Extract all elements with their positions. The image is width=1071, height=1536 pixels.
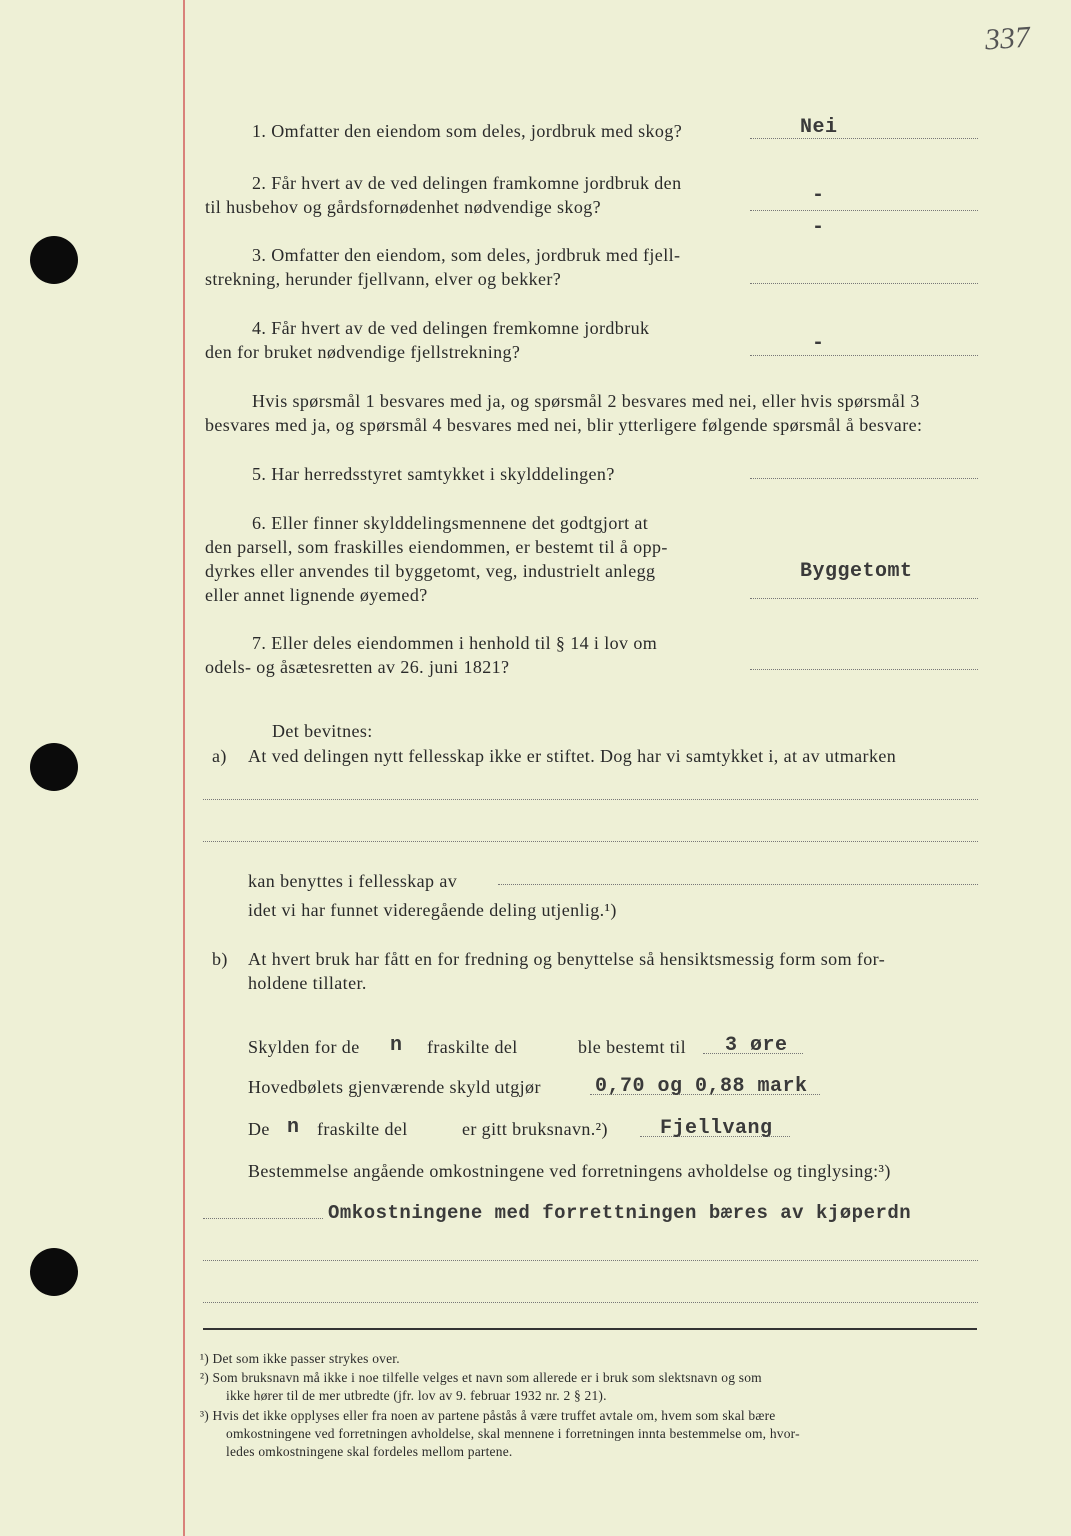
question-4-line-2: den for bruket nødvendige fjellstrekning?: [205, 342, 521, 362]
question-1: 1. Omfatter den eiendom som deles, jordbruk med skog?: [252, 121, 683, 141]
fill-line: [498, 884, 978, 885]
footnote-2-line-2: ikke hører til de mer utbredte (jfr. lov av 9. februar 1932 nr. 2 § 21).: [226, 1388, 607, 1403]
fill-line: [203, 1260, 978, 1261]
footnote-3-line-3: ledes omkostningene skal fordeles mellom partene.: [226, 1444, 513, 1459]
question-3-line-2: strekning, herunder fjellvann, elver og bekker?: [205, 269, 562, 289]
answer-line: [750, 138, 978, 139]
skyld-answer-2: 0,70 og 0,88 mark: [595, 1075, 808, 1098]
skyld-answer-1: 3 øre: [725, 1034, 788, 1057]
skyld-text-a: Skylden for de: [248, 1037, 360, 1057]
fill-line: [203, 1302, 978, 1303]
skyld-text-c: ble bestemt til: [578, 1037, 686, 1057]
punch-hole: [30, 743, 78, 791]
answer-2: -: [812, 184, 825, 207]
answer-line: [750, 210, 978, 211]
question-6-line-2: den parsell, som fraskilles eiendommen, er bestemt til å opp-: [205, 537, 668, 557]
answer-4: -: [812, 332, 825, 355]
attest-b-line-2: holdene tillater.: [248, 973, 367, 993]
answer-line: [750, 478, 978, 479]
punch-hole: [30, 1248, 78, 1296]
fill-line: [203, 799, 978, 800]
condition-line-2: besvares med ja, og spørsmål 4 besvares med nei, blir ytterligere følgende spørsmål å besvare:: [205, 415, 923, 435]
attest-a-label: a): [212, 746, 227, 766]
skyld-line-3-c: er gitt bruksnavn.²): [462, 1119, 608, 1139]
question-7-line-2: odels- og åsætesretten av 26. juni 1821?: [205, 657, 510, 677]
skyld-answer-4: Omkostningene med forrettningen bæres av kjøperdn: [328, 1202, 912, 1224]
footnote-1: ¹) Det som ikke passer strykes over.: [200, 1351, 400, 1366]
answer-line: [750, 669, 978, 670]
answer-6: Byggetomt: [800, 560, 913, 583]
skyld-text-b: fraskilte del: [427, 1037, 518, 1057]
skyld-line-3-b: fraskilte del: [317, 1119, 408, 1139]
condition-line-1: Hvis spørsmål 1 besvares med ja, og spørsmål 2 besvares med nei, eller hvis spørsmål 3: [252, 391, 920, 411]
footnote-3-line-1: ³) Hvis det ikke opplyses eller fra noen av partene påstås å være truffet avtale om, hvem som skal bære: [200, 1408, 776, 1423]
fill-line: [203, 841, 978, 842]
footnote-rule: [203, 1328, 977, 1330]
question-2-line-1: 2. Får hvert av de ved delingen framkomne jordbruk den: [252, 173, 682, 193]
attest-a-text: At ved delingen nytt fellesskap ikke er stiftet. Dog har vi samtykket i, at av utmarken: [248, 746, 897, 766]
footnote-2-line-1: ²) Som bruksnavn må ikke i noe tilfelle velges et navn som allerede er i bruk som slektsnavn og som: [200, 1370, 762, 1385]
question-2-line-2: til husbehov og gårdsfornødenhet nødvendige skog?: [205, 197, 602, 217]
question-6-line-4: eller annet lignende øyemed?: [205, 585, 428, 605]
page-number: 337: [983, 20, 1032, 57]
margin-line: [183, 0, 185, 1536]
footnote-3-line-2: omkostningene ved forretningen avholdelse, skal mennene i forretningen innta bestemmelse om, hvor-: [226, 1426, 800, 1441]
funnet-text: idet vi har funnet videregående deling utjenlig.¹): [248, 900, 617, 920]
question-4-line-1: 4. Får hvert av de ved delingen fremkomne jordbruk: [252, 318, 650, 338]
skyld-line-2: Hovedbølets gjenværende skyld utgjør: [248, 1077, 541, 1097]
answer-line: [750, 355, 978, 356]
answer-1: Nei: [800, 116, 838, 139]
skyld-line-4: Bestemmelse angående omkostningene ved forretningens avholdelse og tinglysing:³): [248, 1161, 891, 1181]
question-6-line-1: 6. Eller finner skylddelingsmennene det godtgjort at: [252, 513, 649, 533]
attest-heading: Det bevitnes:: [272, 721, 373, 741]
skyld-fill-1: n: [390, 1034, 403, 1057]
fellesskap-text: kan benyttes i fellesskap av: [248, 871, 458, 891]
question-5: 5. Har herredsstyret samtykket i skylddelingen?: [252, 464, 615, 484]
question-7-line-1: 7. Eller deles eiendommen i henhold til § 14 i lov om: [252, 633, 658, 653]
question-6-line-3: dyrkes eller anvendes til byggetomt, veg, industrielt anlegg: [205, 561, 656, 581]
answer-line: [750, 283, 978, 284]
punch-hole: [30, 236, 78, 284]
answer-3: -: [812, 216, 825, 239]
question-3-line-1: 3. Omfatter den eiendom, som deles, jordbruk med fjell-: [252, 245, 681, 265]
skyld-fill-3: n: [287, 1116, 300, 1139]
attest-b-label: b): [212, 949, 228, 969]
fill-line: [203, 1218, 323, 1219]
answer-line: [750, 598, 978, 599]
skyld-answer-3: Fjellvang: [660, 1117, 773, 1140]
skyld-line-3-a: De: [248, 1119, 270, 1139]
attest-b-line-1: At hvert bruk har fått en for fredning og benyttelse så hensiktsmessig form som for-: [248, 949, 886, 969]
